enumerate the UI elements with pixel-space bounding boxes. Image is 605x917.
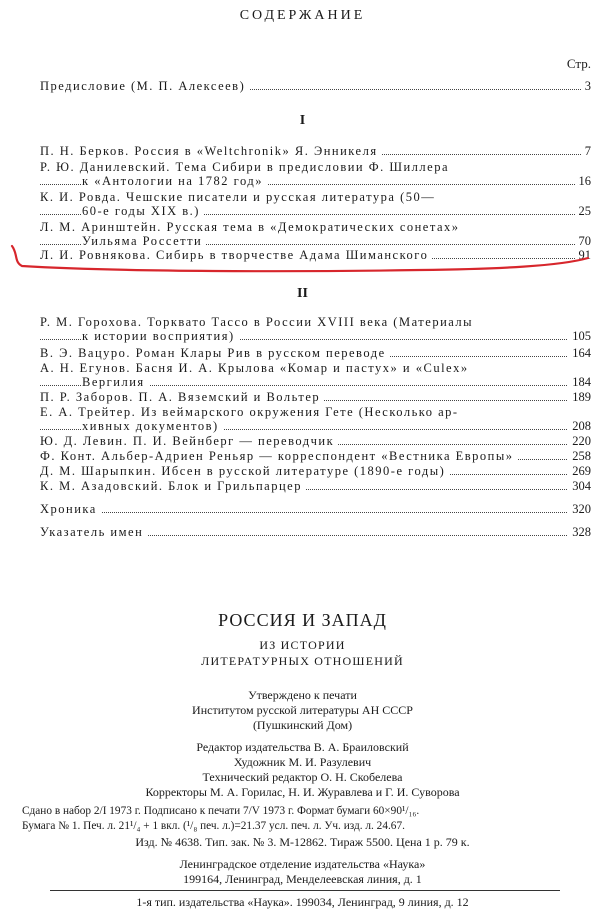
entry-page: 220	[568, 434, 591, 448]
entry-line-1: Р. Ю. Данилевский. Тема Сибири в предисловии Ф. Шиллера	[40, 160, 449, 174]
entry-line-1: Л. М. Аринштейн. Русская тема в «Демократических сонетах»	[40, 220, 460, 234]
printer-line: 1-я тип. издательства «Наука». 199034, Ленинград, 9 линия, д. 12	[136, 895, 469, 909]
entry-page: 25	[575, 204, 592, 218]
contents-entry	[40, 479, 591, 493]
print-info-3: Изд. № 4638. Тип. зак. № 3. М-12862. Тираж 5500. Цена 1 р. 79 к.	[135, 835, 470, 849]
chronicle-page: 320	[568, 502, 591, 516]
preface-page: 3	[581, 79, 591, 93]
contents-entry	[40, 144, 591, 158]
entry-line-1: Р. М. Горохова. Торквато Тассо в России XVIII века (Материалы	[40, 315, 474, 329]
section-numeral-2: II	[297, 286, 308, 301]
contents-entry	[40, 190, 591, 218]
approved-line-3: (Пушкинский Дом)	[252, 718, 353, 732]
contents-entry	[40, 405, 591, 433]
entry-page: 70	[575, 234, 592, 248]
entry-line-1: Ю. Д. Левин. П. И. Вейнберг — переводчик	[40, 434, 338, 448]
entry-line-1: В. Э. Вацуро. Роман Клары Рив в русском переводе	[40, 346, 390, 360]
contents-title: СОДЕРЖАНИЕ	[239, 8, 366, 23]
contents-entry	[40, 434, 591, 448]
print-info-1: Сдано в набор 2/I 1973 г. Подписано к печати 7/V 1973 г. Формат бумаги 60×90¹/₁₆.	[22, 805, 420, 817]
publisher-line-1: Ленинградское отделение издательства «Наука»	[179, 857, 426, 871]
preface-text: Предисловие (М. П. Алексеев)	[40, 79, 249, 93]
index-entry	[40, 525, 591, 539]
publisher-line-2: 199164, Ленинград, Менделеевская линия, д. 1	[183, 872, 422, 886]
contents-entry	[40, 160, 591, 188]
entry-page: 208	[568, 419, 591, 433]
entry-line-2: Вергилия	[82, 375, 149, 389]
entry-line-1: Е. А. Трейтер. Из веймарского окружения Гете (Несколько ар-	[40, 405, 459, 419]
entry-page: 304	[568, 479, 591, 493]
entry-page: 184	[568, 375, 591, 389]
entry-page: 269	[568, 464, 591, 478]
colophon-divider	[50, 890, 560, 891]
print-info-2: Бумага № 1. Печ. л. 21¹/₄ + 1 вкл. (¹/₈ печ. л.)=21.37 усл. печ. л. Уч. изд. л. 24.67.	[22, 820, 405, 832]
entry-page: 164	[568, 346, 591, 360]
entry-line-1: П. Р. Заборов. П. А. Вяземский и Вольтер	[40, 390, 324, 404]
book-subtitle-2: ЛИТЕРАТУРНЫХ ОТНОШЕНИЙ	[201, 654, 404, 668]
contents-entry	[40, 361, 591, 389]
entry-page: 91	[575, 248, 592, 262]
preface-entry	[40, 79, 591, 93]
contents-entry	[40, 346, 591, 360]
book-subtitle-1: ИЗ ИСТОРИИ	[259, 638, 346, 652]
entry-page: 189	[568, 390, 591, 404]
contents-entry	[40, 220, 591, 248]
chronicle-text: Хроника	[40, 502, 101, 516]
section-numeral-1: I	[299, 113, 306, 128]
index-page: 328	[568, 525, 591, 539]
contents-entry	[40, 315, 591, 343]
entry-page: 16	[575, 174, 592, 188]
entry-page: 105	[568, 329, 591, 343]
entry-line-1: Ф. Конт. Альбер-Адриен Реньяр — корреспондент «Вестника Европы»	[40, 449, 518, 463]
chronicle-entry	[40, 502, 591, 516]
entry-page: 258	[568, 449, 591, 463]
proofreaders-line: Корректоры М. А. Горилас, Н. И. Журавлева и Г. И. Суворова	[145, 785, 460, 799]
page-column-label: Стр.	[566, 56, 591, 71]
entry-line-2: 60-е годы XIX в.)	[82, 204, 204, 218]
entry-line-2: хивных документов)	[82, 419, 223, 433]
editor-line: Редактор издательства В. А. Браиловский	[196, 740, 409, 754]
contents-entry	[40, 464, 591, 478]
entry-line-2: к истории восприятия)	[82, 329, 239, 343]
entry-line-2: к «Антологии на 1782 год»	[82, 174, 267, 188]
entry-line-1: К. М. Азадовский. Блок и Грильпарцер	[40, 479, 306, 493]
entry-line-1: Л. И. Ровнякова. Сибирь в творчестве Адама Шиманского	[40, 248, 432, 262]
entry-line-1: П. Н. Берков. Россия в «Weltchronik» Я. Энникеля	[40, 144, 382, 158]
approved-line-2: Институтом русской литературы АН СССР	[192, 703, 413, 717]
contents-entry	[40, 390, 591, 404]
tech-editor-line: Технический редактор О. Н. Скобелева	[202, 770, 403, 784]
approved-line-1: Утверждено к печати	[248, 688, 357, 702]
contents-entry	[40, 248, 591, 262]
entry-line-2: Уильяма Россетти	[82, 234, 206, 248]
entry-line-1: К. И. Ровда. Чешские писатели и русская литература (50—	[40, 190, 436, 204]
entry-page: 7	[581, 144, 591, 158]
entry-line-1: А. Н. Егунов. Басня И. А. Крылова «Комар и пастух» и «Culex»	[40, 361, 469, 375]
contents-entry	[40, 449, 591, 463]
index-text: Указатель имен	[40, 525, 147, 539]
entry-line-1: Д. М. Шарыпкин. Ибсен в русской литературе (1890-е годы)	[40, 464, 449, 478]
artist-line: Художник М. И. Разулевич	[233, 755, 372, 769]
book-title: РОССИЯ И ЗАПАД	[218, 610, 387, 630]
